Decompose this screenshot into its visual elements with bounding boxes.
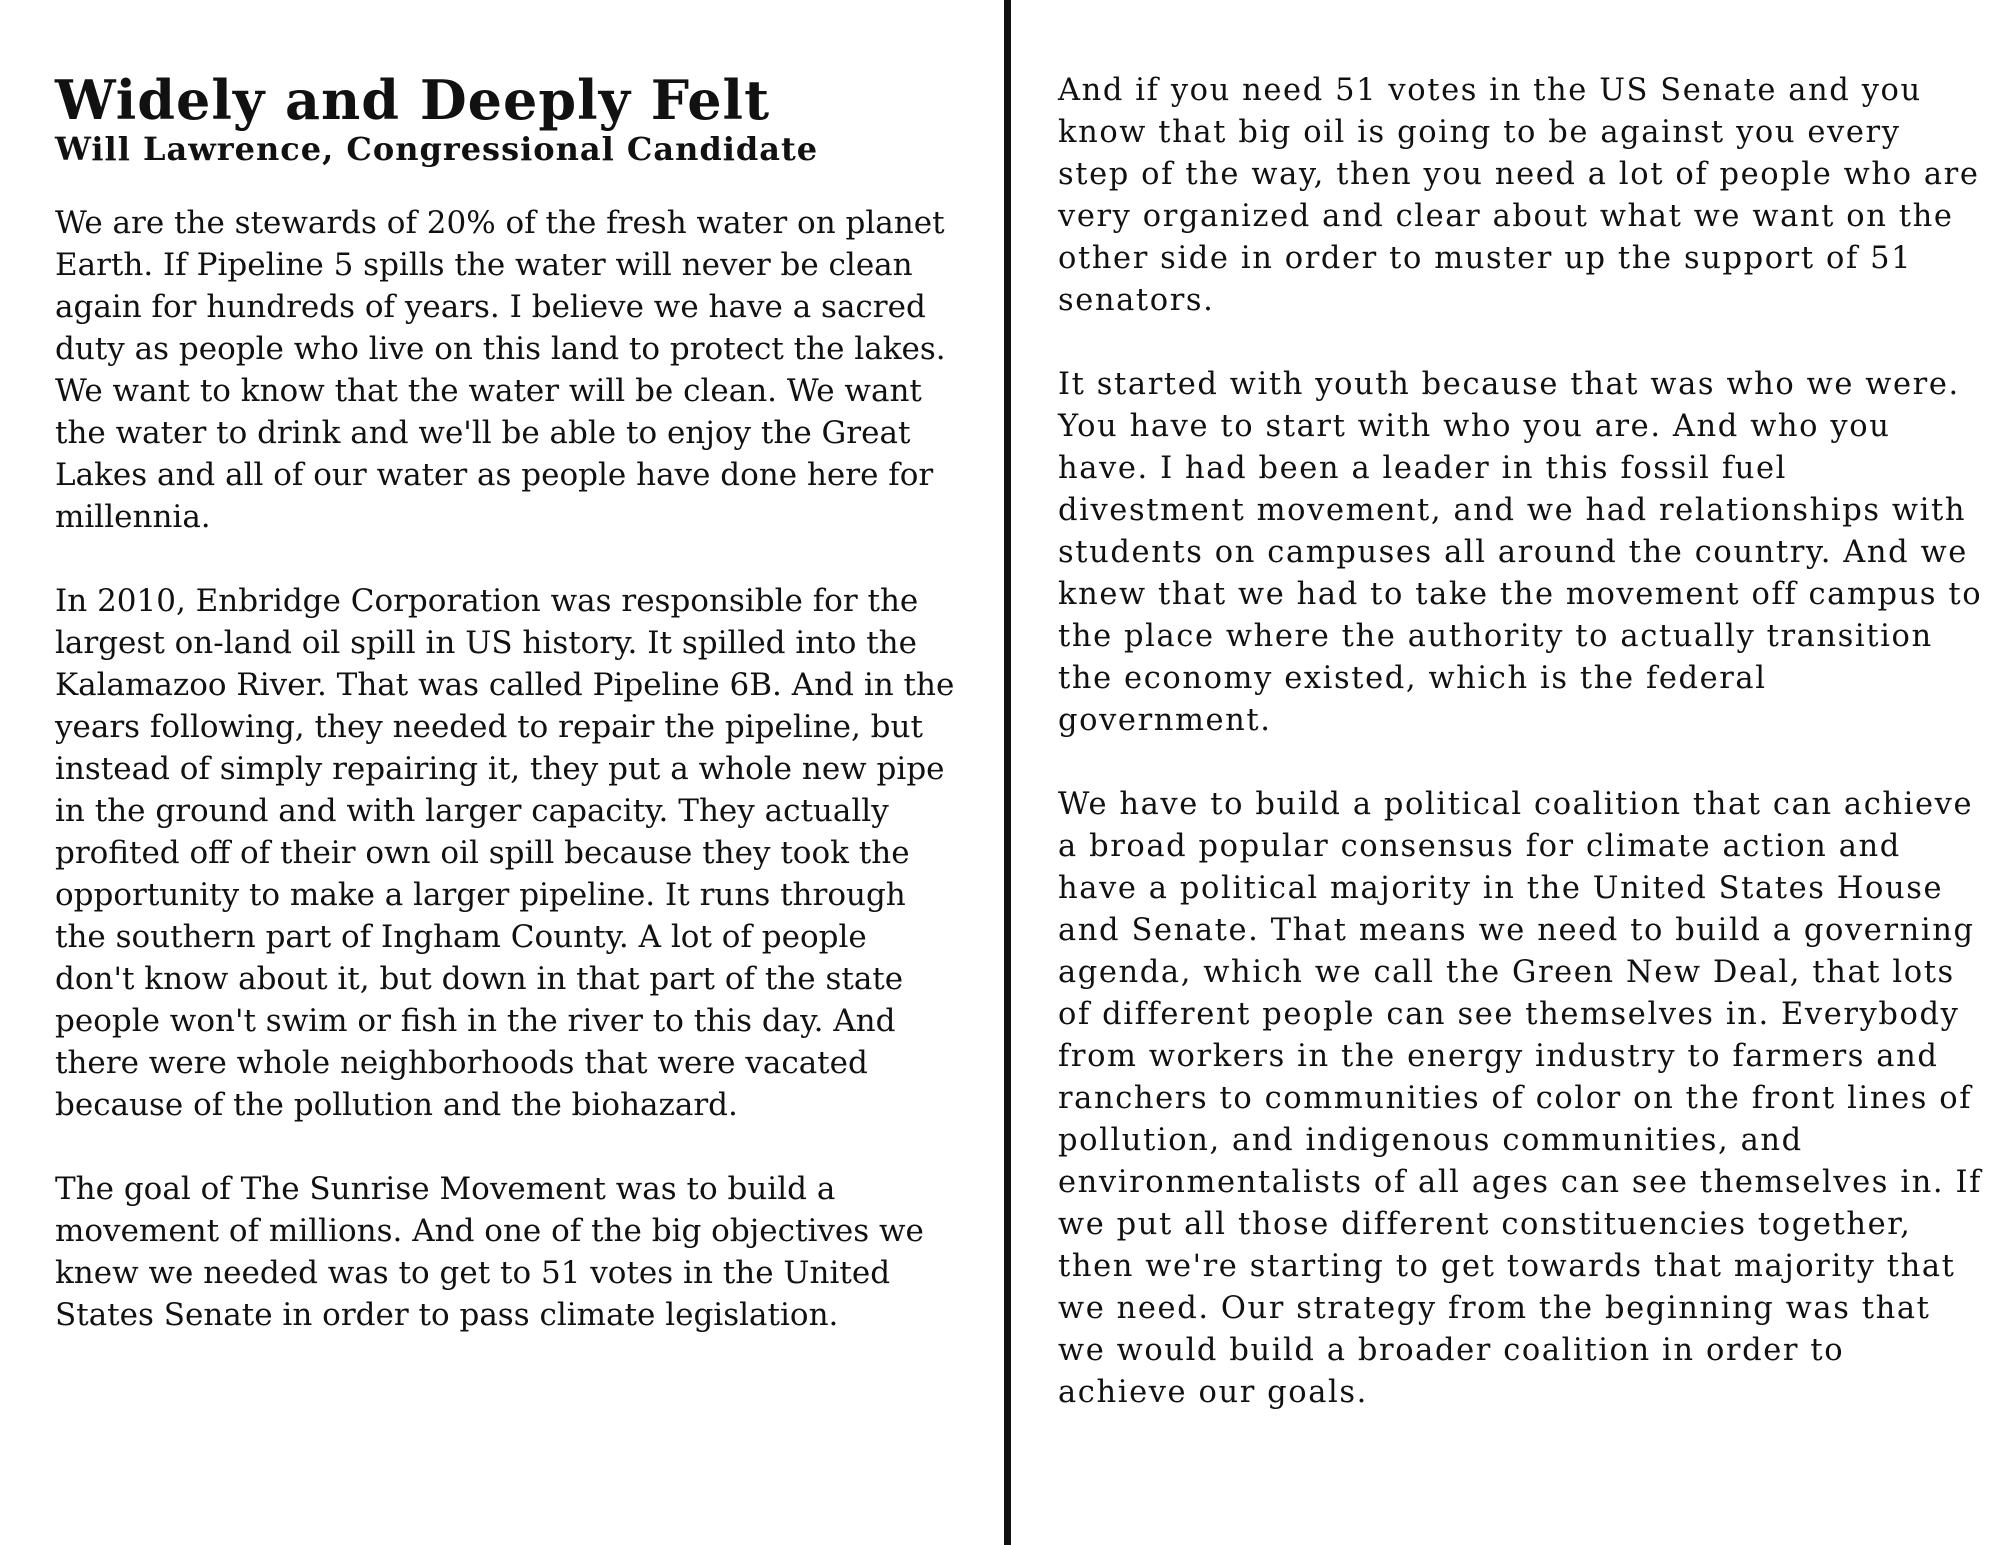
right-page [1058,70,1983,1456]
left-paragraph-1: We are the stewards of 20% of the fresh water on planet Earth. If Pipeline 5 spills the water will never be clean again for hundreds of years. I believe we have a sacred duty as people who live on this land to protect the lakes. We want to know that the water will be clean. We want the water to drink and we'll be able to enjoy the Great Lakes and all of our water as people have done here for millennia. [55,205,946,535]
right-paragraph-3: We have to build a political coalition that can achieve a broad popular consensus for climate action and have a political majority in the United States House and Senate. That means we need to build a governing agenda, which we call the Green New Deal, that lots of different people can see themselves in. Everybody from workers in the energy industry to farmers and ranchers to communities of color on the front lines of pollution, and indigenous communities, and environmentalists of all ages can see themselves in. If we put all those different constituencies together, then we're starting to get towards that majority that we need. Our strategy from the beginning was that we would build a broader coalition in order to achieve our goals. [1058,787,1983,1410]
right-paragraph-1: And if you need 51 votes in the US Senate and you know that big oil is going to be against you every step of the way, then you need a lot of people who are very organized and clear about what we want on the other side in order to muster up the support of 51 senators. [1058,73,1980,318]
article-byline: Will Lawrence, Congressional Candidate [55,130,819,168]
left-paragraph-2: In 2010, Enbridge Corporation was responsible for the largest on-land oil spill in US history. It spilled into the Kalamazoo River. That was called Pipeline 6B. And in the years following, they needed to repair the pipeline, but instead of simply repairing it, they put a whole new pipe in the ground and with larger capacity. They actually profited off of their own oil spill because they took the opportunity to make a larger pipeline. It runs through the southern part of Ingham County. A lot of people don't know about it, but down in that part of the state people won't swim or fish in the river to this day. And there were whole neighborhoods that were vacated because of the pollution and the biohazard. [55,583,955,1123]
article-title: Widely and Deeply Felt [55,68,771,132]
right-paragraph-2: It started with youth because that was who we were. You have to start with who you are. And who you have. I had been a leader in this fossil fuel divestment movement, and we had relationships with students on campuses all around the country. And we knew that we had to take the movement off campus to the place where the authority to actually transition the economy existed, which is the federal government. [1058,367,1983,738]
left-paragraph-3: The goal of The Sunrise Movement was to build a movement of millions. And one of the big objectives we knew we needed was to get to 51 votes in the United States Senate in order to pass climate legislation. [55,1171,924,1333]
left-page [55,70,955,1378]
page-divider [1004,0,1011,1545]
